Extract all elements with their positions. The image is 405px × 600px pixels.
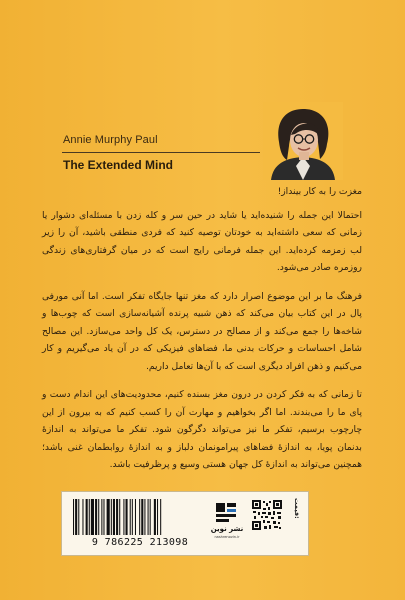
title-divider [62, 152, 260, 153]
blurb-lead: مغزت را به کار بینداز! [277, 186, 362, 197]
author-name: Annie Murphy Paul [63, 134, 158, 146]
blurb-paragraph-3: تا زمانی که به فکر کردن در درون مغز بسنده کنیم، محدودیت‌های این اندام دست و پای ما را می‌بندند. اما اگر بخواهیم و مهارت آن را کسب کنیم که به بیرون از این چارچوب برسیم، تفکر ما نیز می‌تواند دگرگون شود. تفکر ما می‌تواند به اندازهٔ بدنمان پویا، به اندازهٔ فضاهای پیرامونمان دلباز و به اندازهٔ روابطمان غنی باشد؛ همچنین می‌تواند به اندازهٔ کل جهان هستی وسیع و پرظرفیت باشد. [42, 389, 362, 470]
barcode [71, 498, 209, 536]
author-portrait [263, 102, 343, 180]
publisher-website: nashrenovin.ir [214, 535, 240, 539]
isbn-number: 9 786225 213098 [91, 537, 189, 548]
publisher-logo-icon [215, 501, 237, 523]
blurb-paragraph-2: فرهنگ ما بر این موضوع اصرار دارد که مغز تنها جایگاه تفکر است. اما آنی مورفی پال در این کتاب بیان می‌کند که ذهن شبیه پرنده‌ آشیانه‌سازی است که چوب‌ها و شاخه‌ها را جمع می‌کند و از مصالح در دسترس، یک کل واحد می‌سازد. این مصالح شامل احساسات و حرکات بدنی ما، فضاهای فیزیکی که در آن یاد می‌گیریم و کار می‌کنیم و ذهن افراد دیگری است که با آن‌ها تعامل داریم. [42, 290, 362, 372]
barcode-info-box [61, 491, 309, 556]
price-label: قیمت: [293, 498, 301, 519]
blurb [42, 183, 362, 485]
qr-code-icon [252, 500, 282, 530]
publisher-name: نشر نوین [210, 525, 244, 533]
book-title: The Extended Mind [63, 158, 174, 172]
blurb-paragraph-1: احتمالا این جمله را شنیده‌اید یا شاید در حین سر و کله زدن با مسئله‌ای دشوار یا زمانی که سعی داشته‌اید به خودتان توصیه کنید که فردی منطقی باشید، آن را زیر لب زمزمه کرده‌اید. این جمله فرمانی رایج است که در میان گرفتاری‌های زندگی روزمره صادر می‌شود. [42, 209, 362, 273]
